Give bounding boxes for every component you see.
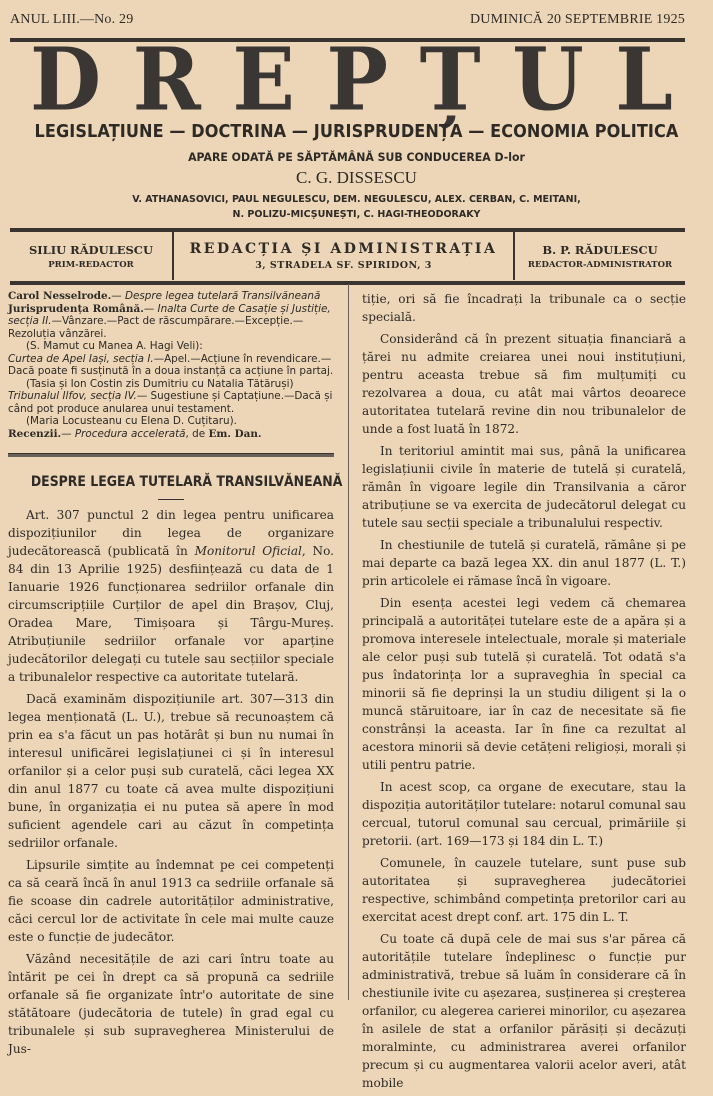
prim-redactor-name: SILIU RĂDULESCU (28, 242, 153, 257)
issue-number: ANUL LIII.—No. 29 (10, 12, 134, 27)
toc-topics: —Vânzare.—Pact de răscumpărare.—Excepție.—Rezoluția vânzărei. (8, 315, 304, 340)
toc-author: Carol Nesselrode. (8, 290, 112, 302)
masthead-letter: D (30, 29, 102, 131)
table-of-contents (8, 290, 334, 440)
right-column (362, 290, 686, 1096)
administration-address: 3, STRADELA SF. SPIRIDON, 3 (255, 260, 432, 271)
article-paragraph: In acest scop, ca organe de executare, stau la dispoziția autorităților tutelare: notarul comunal sau cercual, tutorul comunal sau cercual, primăriile și pretorii. (art. 169—173 și 184 din L. T.) (362, 780, 686, 848)
paragraph-text: , No. 84 din 13 Aprilie 1925) desființează cu data de 1 Ianuarie 1926 funcționarea sedriilor orfanale din circumscripțiile Curților de apel din Brașov, Cluj, Oradea Mare, Timișoara și Târgu-Mureș. Atribuțiunile sedriilor orfanale vor aparține judecătorilor delegați cu tutele sau secțiilor speciale a tribunalelor respective ca autoritate tutelară. (8, 544, 334, 684)
masthead-letter: L (615, 29, 673, 131)
toc-connector: , de (185, 427, 209, 440)
article-paragraph: Lipsurile simțite au îndemnat pe cei competenți ca să ceară încă în anul 1913 ca sedriile orfanale să fie scoase din cadrele autorităților administrative, căci cercul lor de activitate în cele mai multe cauze este o funcție de judecător. (8, 858, 334, 944)
issue-date: DUMINICĂ 20 SEPTEMBRIE 1925 (469, 12, 685, 27)
toc-entry (8, 390, 334, 415)
article-paragraph: Considerând că în prezent situația financiară a țărei nu admite creiarea unei noui instituțiuni, pentru aceasta trebue să fim mulțumiți cu rezolvarea a doua, cu atât mai vârtos deoarece autoritatea tutelară revine din nou tribunalelor de unde a fost luată în 1872. (362, 332, 686, 436)
collaborators-line: V. ATHANASOVICI, PAUL NEGULESCU, DEM. NEGULESCU, ALEX. CERBAN, C. MEITANI, (132, 194, 581, 205)
administration-title: REDACȚIA ȘI ADMINISTRAȚIA (189, 241, 498, 257)
toc-parties: (Tasia și Ion Costin zis Dumitriu cu Natalia Tătăruși) (26, 377, 294, 390)
director-name: C. G. DISSESCU (296, 168, 417, 187)
toc-court: — Inalta Curte de Casație și Justiție, secția II. (8, 302, 331, 327)
toc-entry (8, 303, 334, 341)
article-paragraph: Dacă examinăm dispozițiunile art. 307—313 din legea menționată (L. U.), trebue să recunoaștem că prin ea s'a făcut un pas hotărât și bun nu numai în interesul unificărei legislațiunei ci și în interesul orfanilor și a celor puși sub curatelă, căci legea XX din anul 1877 cu toate că avea multe dispozițiuni bune, în organizația ei nu putea să apere în mod suficient agendele cari au căzut în competința sedriilor orfanale. (8, 692, 334, 850)
article-title: DESPRE LEGEA TUTELARĂ TRANSILVĂNEANĂ (30, 474, 343, 490)
left-column (8, 290, 343, 1062)
toc-entry (8, 353, 334, 378)
title-dash (158, 499, 184, 500)
editorial-info-box (10, 232, 685, 280)
toc-title: — Despre legea tutelară Transilvăneană (111, 290, 321, 302)
masthead-letter: Ț (419, 29, 481, 131)
article-paragraph: Cu toate că după cele de mai sus s'ar părea că autoritățile tutelare îndeplinesc o funcție pur administrativă, trebue să luăm în considerare că în chestiunile ivite cu așezarea, susținerea și creșterea orfanilor, cu alegerea carierei minorilor, cu așezarea în asilele de stat a orfanilor părăsiți și decăzuți moralminte, cu administrarea averei orfanilor precum și cu augmentarea valorii acelor averi, atât mobile (362, 932, 686, 1090)
article-paragraph: Văzând necesitățile de azi cari întru toate au întărit pe cei în drept ca să propună ca sedriile orfanale să fie organizate într'o autoritate de sine stătătoare (judecătoria de tutele) în grad egal cu tribunalele și sub supravegherea Ministerului de Jus- (8, 952, 334, 1056)
article-paragraph (8, 506, 334, 686)
publication-frequency: APARE ODATĂ PE SĂPTĂMÂNĂ SUB CONDUCEREA D-lor (188, 150, 525, 164)
issue-line (10, 12, 685, 28)
prim-redactor-cell (10, 232, 172, 280)
administrator-cell (515, 232, 685, 280)
article-paragraph: In chestiunile de tutelă și curatelă, rămâne și pe mai departe ca bază legea XX. din anul 1877 (L. T.) prin articolele ei rămase încă în vigoare. (362, 538, 686, 588)
article-paragraph: Din esența acestei legi vedem că chemarea principală a autorităței tutelare este de a apăra și a promova interesele intelectuale, morale și materiale ale celor puși sub tutelă și curatelă. Tot odată s'a pus îndatorința lor a supraveghia în special ca minorii să fie deprinși la un studiu diligent și la o muncă stăruitoare, iar în caz de necesitate să fie constrânși la aceasta. Iar în fine ca rezultat al acestora minorii să devie cetățeni religioși, morali și utili pentru patrie. (362, 596, 686, 772)
toc-section: Recenzii. (8, 427, 62, 440)
toc-rule (8, 453, 334, 457)
collaborators (18, 192, 695, 222)
toc-topics: — Sugestiune și Captațiune.—Dacă și când pot produce anularea unui testament. (8, 390, 333, 415)
masthead-title (30, 29, 673, 131)
toc-court: Curtea de Apel Iași, secția I. (8, 352, 154, 365)
article-paragraph: Comunele, în cauzele tutelare, sunt puse sub autoritatea și supravegherea judecătoriei respective, schimbând competința pretorilor cari au exercitat acest drept conf. art. 175 din L. T. (362, 856, 686, 924)
toc-topics: —Apel.—Acțiune în revendicare.—Dacă poate fi susținută în a doua instanță ca acțiune în partaj. (8, 352, 334, 377)
toc-section: Jurisprudența Română. (8, 302, 144, 315)
toc-parties: (Maria Locusteanu cu Elena D. Cuțitaru). (26, 415, 237, 427)
masthead-letter: E (232, 29, 295, 131)
masthead-subtitle: LEGISLAȚIUNE — DOCTRINA — JURISPRUDENȚA — ECONOMIA POLITICA (34, 122, 679, 142)
toc-entry (8, 290, 334, 303)
administrator-role: REDACTOR-ADMINISTRATOR (527, 259, 673, 270)
toc-entry (8, 428, 334, 441)
toc-court: Tribunalul Ilfov, secția IV. (8, 390, 137, 402)
masthead-letter: P (326, 29, 389, 131)
masthead-letter: U (512, 29, 584, 131)
toc-parties: (S. Mamut cu Manea A. Hagi Veli): (26, 340, 203, 352)
toc-title: — Procedura accelerată (61, 427, 186, 440)
toc-author: Em. Dan. (208, 427, 262, 440)
paragraph-text: Art. 307 punctul 2 din legea pentru unificarea dispozițiunilor din legea de organizare judecătorească (publicată în (8, 508, 334, 558)
administration-cell (172, 232, 515, 280)
collaborators-line: N. POLIZU-MICȘUNEȘTI, C. HAGI-THEODORAKY (232, 209, 481, 220)
column-divider (348, 284, 349, 1000)
article-paragraph: tiție, ori să fie încadrați la tribunale ca o secție specială. (362, 292, 686, 324)
article-paragraph: In teritoriul amintit mai sus, până la unificarea legislațiunii civile în materie de tutelă și curatelă, rămân în vigoare legile din Transilvania a căror atribuțiune se va exercita de judecătorul delegat cu tutele sau secții speciale a tribunalului respectiv. (362, 444, 686, 530)
administrator-name: B. P. RĂDULESCU (542, 242, 658, 257)
masthead-letter: R (132, 29, 201, 131)
prim-redactor-role: PRIM-REDACTOR (48, 259, 134, 270)
publication-name: Monitorul Oficial (194, 544, 302, 558)
